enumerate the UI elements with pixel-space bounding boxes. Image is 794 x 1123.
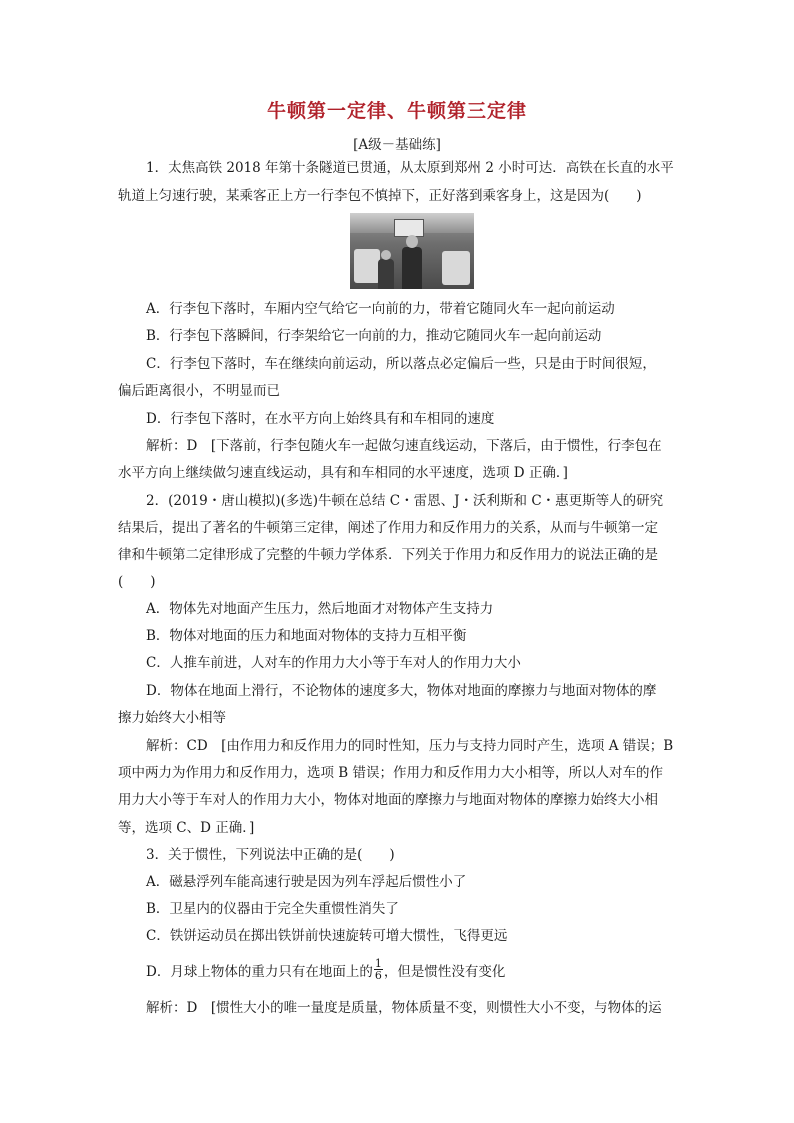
level-label: [A级－基础练] [353,137,441,153]
q2-option-d-line-2: 擦力始终大小相等 [118,710,226,726]
q2-option-a: A．物体先对地面产生压力，然后地面才对物体产生支持力 [146,601,494,617]
q3-option-d-suffix: ，但是惯性没有变化 [383,964,506,980]
q2-stem-line-3: 律和牛顿第二定律形成了完整的牛顿力学体系．下列关于作用力和反作用力的说法正确的是 [118,547,658,563]
q3-stem: 3．关于惯性，下列说法中正确的是( ) [146,847,395,863]
fraction-numerator: 1 [374,957,382,970]
q3-option-b: B．卫星内的仪器由于完全失重惯性消失了 [146,901,399,917]
q2-stem-line-2: 结果后，提出了著名的牛顿第三定律，阐述了作用力和反作用力的关系，从而与牛顿第一定 [118,520,658,536]
q2-option-c: C．人推车前进，人对车的作用力大小等于车对人的作用力大小 [146,655,521,671]
q2-option-b: B．物体对地面的压力和地面对物体的支持力互相平衡 [146,628,467,644]
page-title: 牛顿第一定律、牛顿第三定律 [266,100,527,122]
q2-answer-line-3: 用力大小等于车对人的作用力大小，物体对地面的摩擦力与地面对物体的摩擦力始终大小相 [118,792,658,808]
q2-option-d-line-1: D．物体在地面上滑行，不论物体的速度多大，物体对地面的摩擦力与地面对物体的摩 [146,683,657,699]
one-sixth-fraction [374,958,383,981]
q3-answer-line-1: 解析：D [惯性大小的唯一量度是质量，物体质量不变，则惯性大小不变，与物体的运 [146,1000,662,1016]
q1-option-d: D．行李包下落时，在水平方向上始终具有和车相同的速度 [146,411,495,427]
q1-stem-line-2: 轨道上匀速行驶，某乘客正上方一行李包不慎掉下，正好落到乘客身上，这是因为( ) [118,188,642,204]
q3-option-c: C．铁饼运动员在掷出铁饼前快速旋转可增大惯性，飞得更远 [146,928,508,944]
q1-answer-line-2: 水平方向上继续做匀速直线运动，具有和车相同的水平速度，选项 D 正确．] [118,465,568,481]
q1-option-a: A．行李包下落时，车厢内空气给它一向前的力，带着它随同火车一起向前运动 [146,301,615,317]
q1-option-c-line-2: 偏后距离很小，不明显而已 [118,383,280,399]
q1-stem-line-1: 1．太焦高铁 2018 年第十条隧道已贯通，从太原到郑州 2 小时可达．高铁在长直的水平 [146,160,674,176]
q3-option-d-text: D．月球上物体的重力只有在地面上的 [146,964,373,980]
q3-option-a: A．磁悬浮列车能高速行驶是因为列车浮起后惯性小了 [146,874,467,890]
q2-answer-line-2: 项中两力为作用力和反作用力，选项 B 错误；作用力和反作用力大小相等，所以人对车的作 [118,765,664,781]
q2-answer-line-1: 解析：CD [由作用力和反作用力的同时性知，压力与支持力同时产生，选项 A 错误；B [146,738,674,754]
train-photo [350,213,474,289]
q2-stem-line-4: ( ) [118,574,156,590]
fraction-denominator: 6 [374,969,382,982]
q1-option-c-line-1: C．行李包下落时，车在继续向前运动，所以落点必定偏后一些，只是由于时间很短， [146,356,656,372]
q2-answer-line-4: 等，选项 C、D 正确．] [118,820,255,836]
q1-answer-line-1: 解析：D [下落前，行李包随火车一起做匀速直线运动，下落后，由于惯性，行李包在 [146,438,662,454]
q3-option-d [146,957,506,984]
q2-stem-line-1: 2．(2019・唐山模拟)(多选)牛顿在总结 C・雷恩、J・沃利斯和 C・惠更斯等人的研究 [146,493,664,509]
q1-option-b: B．行李包下落瞬间，行李架给它一向前的力，推动它随同火车一起向前运动 [146,328,602,344]
